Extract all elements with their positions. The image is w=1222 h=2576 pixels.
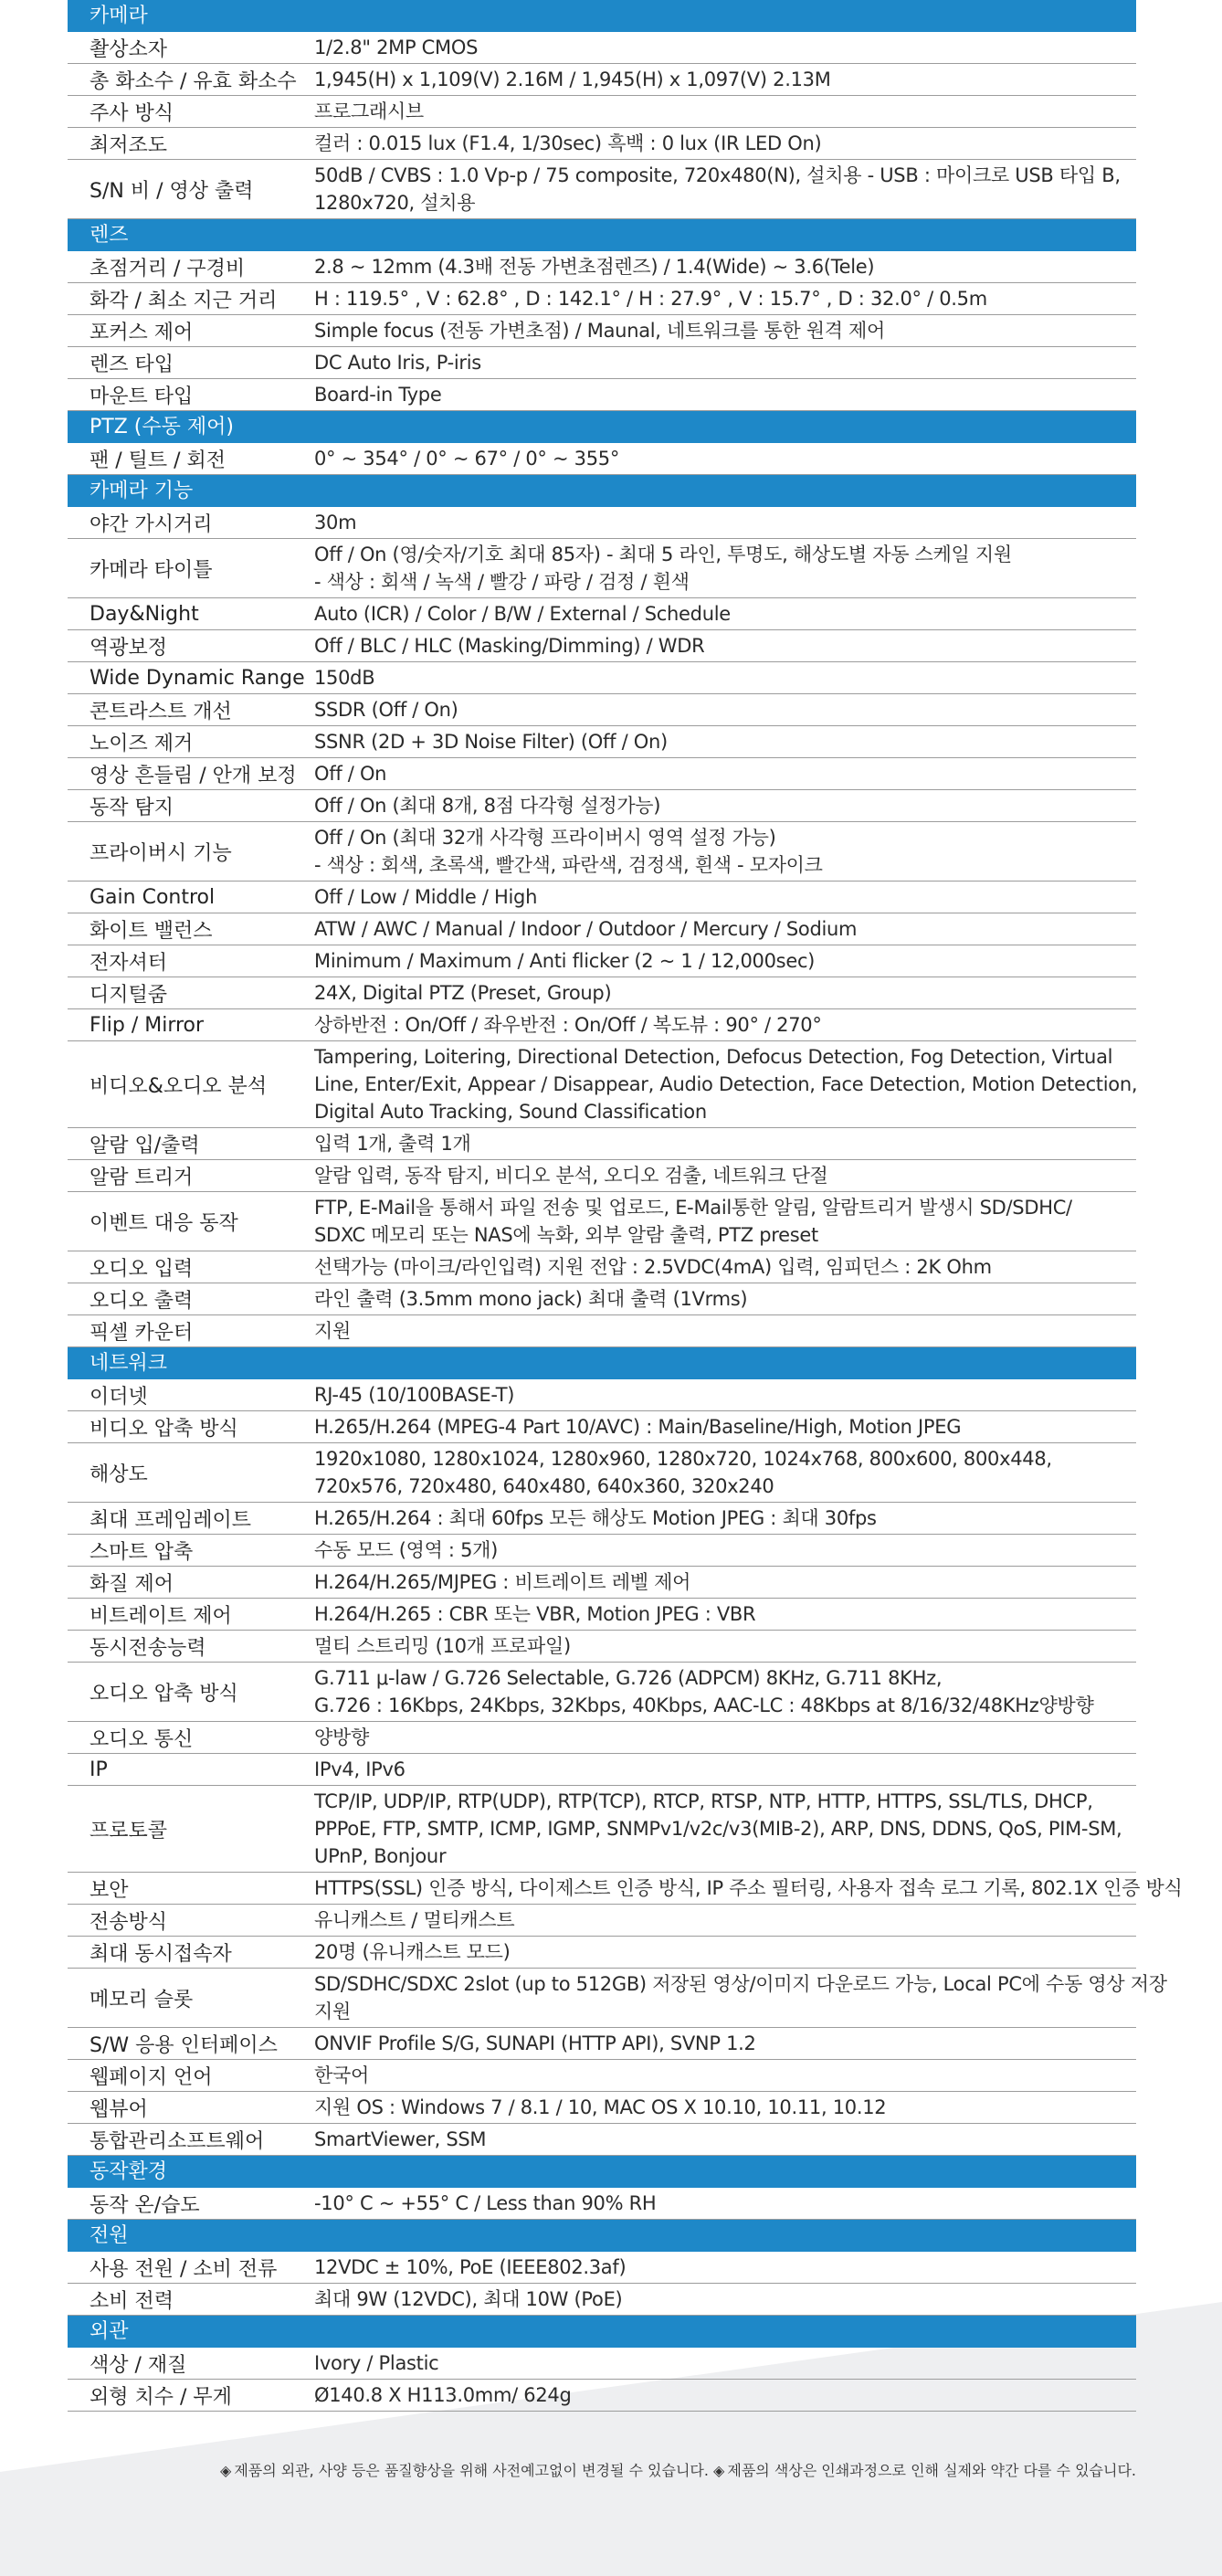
spec-value-line: -10° C ~ +55° C / Less than 90% RH [314,2192,657,2214]
spec-label: 프라이버시 기능 [90,841,232,865]
section-header: 전원 [68,2220,1136,2252]
spec-label: 화질 제어 [90,1572,174,1596]
spec-value [312,1905,1136,1936]
spec-value-line: 컬러 : 0.015 lux (F1.4, 1/30sec) 흑백 : 0 lux (IR LED On) [314,132,822,154]
section-header: 동작환경 [68,2156,1136,2188]
spec-value [312,694,1136,725]
spec-row [68,1969,1167,2028]
spec-value [312,790,1136,821]
spec-label: Gain Control [90,885,216,909]
spec-label: 소비 전력 [90,2289,174,2313]
spec-value [312,1567,1136,1598]
spec-row [68,1315,1136,1347]
spec-row [68,977,1136,1009]
spec-value-line: 2.8 ~ 12mm (4.3배 전동 가변초점렌즈) / 1.4(Wide) ~ 3.6(Tele) [314,256,875,278]
spec-label: 포커스 제어 [90,321,194,344]
spec-value-line: PPPoE, FTP, SMTP, ICMP, IGMP, SNMPv1/v2c/v3(MIB-2), ARP, DNS, DDNS, QoS, PIM-SM, [314,1818,1122,1840]
spec-row [68,2188,1136,2220]
spec-value-line: TCP/IP, UDP/IP, RTP(UDP), RTP(TCP), RTCP, RTSP, NTP, HTTP, HTTPS, SSL/TLS, DHCP, [314,1790,1093,1812]
spec-value [312,379,1136,410]
spec-label: 총 화소수 / 유효 화소수 [90,69,297,93]
spec-row [68,598,1136,630]
spec-label: 이더넷 [90,1385,148,1409]
spec-value [312,315,1136,346]
spec-value [312,1315,1136,1346]
spec-row [68,1722,1136,1754]
spec-row [68,507,1136,539]
spec-label: Day&Night [90,602,199,626]
spec-value [312,1443,1136,1502]
spec-label: Flip / Mirror [90,1013,205,1037]
spec-value-line: 알람 입력, 동작 탐지, 비디오 분석, 오디오 검출, 네트워크 단절 [314,1165,828,1187]
spec-value [312,726,1136,757]
spec-value [312,1251,1136,1283]
spec-value-line: H.264/H.265/MJPEG : 비트레이트 레벨 제어 [314,1571,691,1593]
spec-value-line: Off / On (최대 8개, 8점 다각형 설정가능) [314,795,661,817]
spec-label: 픽셀 카운터 [90,1321,194,1345]
spec-value-line: 지원 [314,2001,351,2022]
spec-row [68,1567,1136,1599]
spec-value [312,598,1136,629]
spec-value [312,443,1136,474]
spec-value-line: 입력 1개, 출력 1개 [314,1133,471,1155]
spec-value [312,2092,1136,2123]
spec-row [68,128,1136,160]
spec-value [312,1937,1136,1968]
spec-label: 렌즈 타입 [90,353,174,376]
spec-value [312,2348,1136,2379]
spec-row [68,2284,1136,2316]
spec-row [68,1009,1136,1041]
spec-value [312,1786,1136,1872]
spec-value-line: UPnP, Bonjour [314,1845,447,1867]
spec-row [68,2348,1136,2380]
spec-row [68,283,1136,315]
spec-value [312,2124,1136,2155]
spec-value-line: H.265/H.264 : 최대 60fps 모든 해상도 Motion JPEG : 최대 30fps [314,1507,877,1529]
spec-row [68,694,1136,726]
spec-value-line: Off / On (최대 32개 사각형 프라이버시 영역 설정 가능) [314,827,776,849]
spec-value-line: - 색상 : 회색 / 녹색 / 빨강 / 파랑 / 검정 / 흰색 [314,571,690,593]
spec-row [68,1599,1136,1631]
spec-label: 전송방식 [90,1910,168,1934]
section-header: 카메라 [68,0,1136,32]
spec-value-line: Line, Enter/Exit, Appear / Disappear, Audio Detection, Face Detection, Motion Detection, [314,1073,1138,1095]
spec-value-line: DC Auto Iris, P-iris [314,352,481,374]
spec-label: S/W 응용 인터페이스 [90,2033,278,2057]
spec-row [68,2380,1136,2412]
spec-row [68,160,1136,219]
section-header: 카메라 기능 [68,475,1136,507]
diamond-icon: ◈ [713,2462,725,2479]
spec-value [312,977,1136,1008]
spec-value-line: Minimum / Maximum / Anti flicker (2 ~ 1 / 12,000sec) [314,950,816,972]
spec-value [312,2060,1136,2091]
spec-row [68,1905,1136,1937]
spec-value [312,347,1136,378]
spec-value-line: 지원 [314,1320,351,1342]
spec-value [312,2284,1136,2315]
spec-label: 알람 입/출력 [90,1134,200,1157]
spec-row [68,251,1136,283]
spec-value-line: 상하반전 : On/Off / 좌우반전 : On/Off / 복도뷰 : 90° / 270° [314,1014,822,1036]
spec-value [312,160,1136,218]
spec-value-line: 30m [314,512,357,533]
spec-value-line: Ivory / Plastic [314,2352,439,2374]
spec-label: 화각 / 최소 지근 거리 [90,289,278,312]
section-header: PTZ (수동 제어) [68,411,1136,443]
spec-value-line: Digital Auto Tracking, Sound Classification [314,1101,707,1123]
spec-row [68,1041,1136,1128]
spec-label: 영상 흔들림 / 안개 보정 [90,764,297,787]
spec-label: 역광보정 [90,636,168,660]
spec-label: 이벤트 대응 동작 [90,1211,238,1235]
spec-label: 콘트라스트 개선 [90,700,232,723]
spec-label: 야간 가시거리 [90,512,213,536]
spec-label: 웹뷰어 [90,2097,148,2121]
spec-value [312,1663,1136,1721]
spec-value [312,1503,1136,1534]
spec-value-line: 1/2.8" 2MP CMOS [314,37,479,58]
spec-value-line: 20명 (유니캐스트 모드) [314,1941,511,1963]
spec-value [312,1722,1136,1753]
spec-value [312,1411,1136,1442]
spec-row [68,630,1136,662]
spec-value-line: Auto (ICR) / Color / B/W / External / Schedule [314,603,731,625]
spec-value [312,2028,1136,2059]
spec-row [68,347,1136,379]
spec-value-line: 최대 9W (12VDC), 최대 10W (PoE) [314,2288,623,2310]
spec-value [312,507,1136,538]
spec-label: 디지털줌 [90,983,168,1007]
spec-value [312,251,1136,282]
spec-value [312,2252,1136,2283]
spec-value [312,758,1136,789]
spec-value [312,882,1136,913]
section-header: 네트워크 [68,1347,1136,1379]
spec-value-line: Off / Low / Middle / High [314,886,538,908]
spec-value-line: 한국어 [314,2064,369,2086]
spec-value-line: HTTPS(SSL) 인증 방식, 다이제스트 인증 방식, IP 주소 필터링, 사용자 접속 로그 기록, 802.1X 인증 방식 [314,1877,1183,1899]
spec-value-line: 150dB [314,667,375,689]
spec-value [312,822,1136,881]
spec-value [312,128,1136,159]
spec-sheet [68,0,1183,2412]
spec-value-line: ATW / AWC / Manual / Indoor / Outdoor / Mercury / Sodium [314,918,858,940]
spec-value [312,64,1136,95]
spec-value [312,1283,1136,1314]
spec-value-line: H.265/H.264 (MPEG-4 Part 10/AVC) : Main/Baseline/High, Motion JPEG [314,1416,962,1438]
spec-value-line: RJ-45 (10/100BASE-T) [314,1384,515,1406]
spec-value-line: Simple focus (전동 가변초점) / Maunal, 네트워크를 통한 원격 제어 [314,320,886,342]
spec-value-line: 720x576, 720x480, 640x480, 640x360, 320x240 [314,1475,774,1497]
spec-value [312,913,1136,945]
spec-label: 비디오 압축 방식 [90,1417,238,1441]
spec-value-line: SD/SDHC/SDXC 2slot (up to 512GB) 저장된 영상/이미지 다운로드 가능, Local PC에 수동 영상 저장 [314,1973,1167,1995]
spec-label: 카메라 타이틀 [90,558,213,582]
spec-row [68,790,1136,822]
spec-value [312,1041,1141,1127]
spec-label: 오디오 통신 [90,1727,194,1751]
spec-value [312,1631,1136,1662]
spec-value [312,1535,1136,1566]
spec-row [68,1283,1136,1315]
spec-label: 초점거리 / 구경비 [90,257,246,280]
spec-label: 알람 트리거 [90,1166,194,1189]
spec-value [312,1379,1136,1410]
spec-value [312,96,1136,127]
spec-label: 팬 / 틸트 / 회전 [90,449,226,472]
spec-row [68,2060,1136,2092]
spec-value [312,1128,1136,1159]
spec-value-line: Ø140.8 X H113.0mm/ 624g [314,2384,572,2406]
spec-value-line: ONVIF Profile S/G, SUNAPI (HTTP API), SVNP 1.2 [314,2032,756,2054]
spec-row [68,1663,1136,1722]
spec-row [68,822,1136,882]
spec-row [68,1631,1136,1663]
spec-row [68,662,1136,694]
spec-value [312,2188,1136,2219]
spec-label: 외형 치수 / 무게 [90,2385,232,2409]
spec-row [68,1251,1136,1283]
spec-row [68,1443,1136,1503]
spec-value [312,945,1136,977]
spec-row [68,315,1136,347]
spec-value-line: 1920x1080, 1280x1024, 1280x960, 1280x720, 1024x768, 800x600, 800x448, [314,1448,1052,1470]
spec-row [68,913,1136,945]
spec-row [68,1786,1136,1873]
spec-value-line: SDXC 메모리 또는 NAS에 녹화, 외부 알람 출력, PTZ preset [314,1224,818,1246]
spec-row [68,64,1136,96]
spec-row [68,882,1136,913]
spec-value [312,1873,1185,1904]
spec-value-line: 24X, Digital PTZ (Preset, Group) [314,982,612,1004]
spec-label: 비트레이트 제어 [90,1604,232,1628]
spec-row [68,1128,1136,1160]
spec-value [312,1754,1136,1785]
spec-row [68,1192,1136,1251]
spec-row [68,1873,1183,1905]
spec-value [312,539,1136,597]
spec-label: 최대 동시접속자 [90,1942,232,1966]
spec-value-line: FTP, E-Mail을 통해서 파일 전송 및 업로드, E-Mail통한 알림, 알람트리거 발생시 SD/SDHC/ [314,1197,1072,1219]
spec-label: IP [90,1758,108,1781]
spec-value-line: 12VDC ± 10%, PoE (IEEE802.3af) [314,2256,627,2278]
spec-row [68,758,1136,790]
spec-label: 동시전송능력 [90,1636,206,1660]
spec-label: 통합관리소프트웨어 [90,2129,265,2153]
spec-row [68,1535,1136,1567]
spec-row [68,1160,1136,1192]
note-text: 제품의 색상은 인쇄과정으로 인해 실제와 약간 다를 수 있습니다. [727,2462,1136,2479]
spec-value-line: H : 119.5° , V : 62.8° , D : 142.1° / H : 27.9° , V : 15.7° , D : 32.0° / 0.5m [314,288,987,310]
spec-value-line: 50dB / CVBS : 1.0 Vp-p / 75 composite, 720x480(N), 설치용 - USB : 마이크로 USB 타입 B, [314,164,1121,186]
spec-label: 동작 온/습도 [90,2193,200,2217]
spec-label: 메모리 슬롯 [90,1988,194,2011]
spec-row [68,539,1136,598]
spec-value-line: 멀티 스트리밍 (10개 프로파일) [314,1635,571,1657]
spec-label: 화이트 밸런스 [90,919,213,943]
spec-value-line: 양방향 [314,1726,369,1748]
spec-row [68,443,1136,475]
spec-value-line: Tampering, Loitering, Directional Detection, Defocus Detection, Fog Detection, Virtual [314,1046,1113,1068]
spec-value-line: 1,945(H) x 1,109(V) 2.16M / 1,945(H) x 1,097(V) 2.13M [314,69,831,90]
spec-value-line: SSNR (2D + 3D Noise Filter) (Off / On) [314,731,668,753]
spec-row [68,96,1136,128]
spec-row [68,2124,1136,2156]
spec-value-line: 지원 OS : Windows 7 / 8.1 / 10, MAC OS X 10.10, 10.11, 10.12 [314,2096,887,2118]
spec-label: 프로토콜 [90,1819,168,1842]
section-header: 외관 [68,2316,1136,2348]
spec-value [312,1009,1136,1040]
spec-value-line: SSDR (Off / On) [314,699,458,721]
spec-value-line: SmartViewer, SSM [314,2128,487,2150]
spec-label: 동작 탐지 [90,796,174,819]
spec-value-line: Off / On (영/숫자/기호 최대 85자) - 최대 5 라인, 투명도, 해상도별 자동 스케일 지원 [314,544,1012,565]
spec-label: 오디오 출력 [90,1289,194,1313]
spec-label: 해상도 [90,1462,148,1486]
spec-row [68,379,1136,411]
spec-row [68,1937,1136,1969]
spec-label: 비디오&오디오 분석 [90,1074,268,1098]
spec-label: 최저조도 [90,133,168,157]
spec-value-line: Off / On [314,763,387,785]
spec-value-line: 1280x720, 설치용 [314,192,476,214]
spec-row [68,2252,1136,2284]
spec-label: 주사 방식 [90,101,174,125]
spec-label: S/N 비 / 영상 출력 [90,179,254,203]
disclaimer-notes [220,2459,1136,2480]
spec-value-line: 0° ~ 354° / 0° ~ 67° / 0° ~ 355° [314,448,620,470]
spec-value [312,1969,1171,2027]
spec-label: 보안 [90,1878,129,1902]
spec-value-line: 유니캐스트 / 멀티캐스트 [314,1909,515,1931]
spec-value-line: Off / BLC / HLC (Masking/Dimming) / WDR [314,635,705,657]
spec-row [68,32,1136,64]
spec-row [68,726,1136,758]
spec-value-line: 수동 모드 (영역 : 5개) [314,1539,499,1561]
spec-label: 사용 전원 / 소비 전류 [90,2257,278,2281]
spec-label: 최대 프레임레이트 [90,1508,252,1532]
spec-row [68,1503,1136,1535]
spec-value [312,662,1136,693]
spec-value [312,283,1136,314]
spec-value-line: 라인 출력 (3.5mm mono jack) 최대 출력 (1Vrms) [314,1288,748,1310]
spec-label: 촬상소자 [90,37,168,61]
spec-value-line: H.264/H.265 : CBR 또는 VBR, Motion JPEG : VBR [314,1603,756,1625]
spec-value-line: - 색상 : 회색, 초록색, 빨간색, 파란색, 검정색, 흰색 - 모자이크 [314,854,823,876]
spec-value [312,1599,1136,1630]
spec-value-line: IPv4, IPv6 [314,1758,406,1780]
spec-row [68,1411,1136,1443]
spec-value-line: G.726 : 16Kbps, 24Kbps, 32Kbps, 40Kbps, AAC-LC : 48Kbps at 8/16/32/48KHz양방향 [314,1694,1094,1716]
spec-label: 오디오 압축 방식 [90,1682,238,1705]
spec-value-line: 프로그래시브 [314,100,424,122]
spec-value [312,2380,1136,2411]
spec-label: 노이즈 제거 [90,732,194,755]
diamond-icon: ◈ [220,2462,232,2479]
spec-label: 마운트 타입 [90,385,194,408]
spec-label: Wide Dynamic Range [90,666,305,690]
spec-row [68,1754,1136,1786]
spec-row [68,945,1136,977]
spec-value-line: G.711 μ-law / G.726 Selectable, G.726 (ADPCM) 8KHz, G.711 8KHz, [314,1667,943,1689]
spec-value-line: Board-in Type [314,384,442,406]
spec-label: 오디오 입력 [90,1257,194,1281]
spec-row [68,2092,1136,2124]
spec-value-line: 선택가능 (마이크/라인입력) 지원 전압 : 2.5VDC(4mA) 입력, 임피던스 : 2K Ohm [314,1256,992,1278]
spec-label: 스마트 압축 [90,1540,194,1564]
spec-value [312,630,1136,661]
section-header: 렌즈 [68,219,1136,251]
spec-row [68,2028,1136,2060]
spec-row [68,1379,1136,1411]
spec-value [312,32,1136,63]
spec-label: 전자셔터 [90,951,168,975]
note-text: 제품의 외관, 사양 등은 품질향상을 위해 사전예고없이 변경될 수 있습니다. [234,2462,709,2479]
spec-label: 웹페이지 언어 [90,2065,213,2089]
spec-value [312,1192,1136,1251]
spec-label: 색상 / 재질 [90,2353,187,2377]
spec-value [312,1160,1136,1191]
